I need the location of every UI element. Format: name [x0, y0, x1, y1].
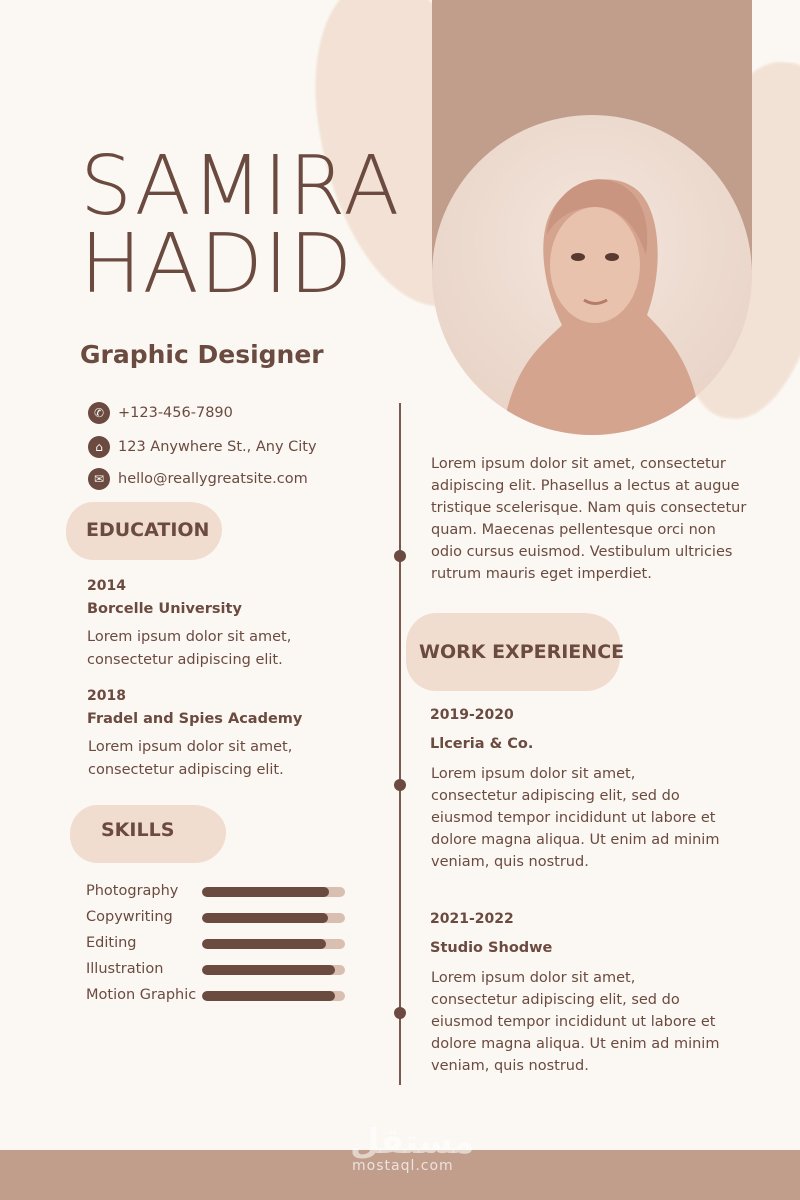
work-company: Llceria & Co. [430, 736, 534, 752]
skill-label: Copywriting [86, 909, 173, 925]
skill-label: Illustration [86, 961, 164, 977]
skill-bar-track [202, 965, 345, 975]
skill-bar-fill [202, 991, 335, 1001]
skill-label: Motion Graphic [86, 987, 197, 1003]
skill-bar-fill [202, 913, 328, 923]
job-title: Graphic Designer [80, 340, 324, 369]
watermark-text: mostaql.com [352, 1158, 454, 1174]
profile-photo [432, 115, 752, 435]
education-description: Lorem ipsum dolor sit amet, consectetur adipiscing elit. [88, 739, 293, 778]
contact-email [88, 468, 308, 490]
contact-phone [88, 402, 233, 424]
skill-bar-fill [202, 965, 335, 975]
skills-heading: SKILLS [101, 819, 175, 841]
education-year: 2018 [87, 688, 126, 704]
education-year: 2014 [87, 578, 126, 594]
work-description: Lorem ipsum dolor sit amet, consectetur adipiscing elit, sed do eiusmod tempor incididunt ut labore et dolore magna aliqua. Ut enim ad minim veniam, quis nostrud. [431, 970, 720, 1074]
work-company: Studio Shodwe [430, 940, 553, 956]
skill-bar-track [202, 939, 345, 949]
phone-icon: ✆ [88, 402, 110, 424]
skill-bar-fill [202, 939, 326, 949]
last-name: HADID [80, 217, 354, 312]
education-school: Fradel and Spies Academy [87, 711, 303, 727]
timeline-dot [394, 1007, 406, 1019]
mail-icon: ✉ [88, 468, 110, 490]
home-icon: ⌂ [88, 436, 110, 458]
phone-text: +123-456-7890 [118, 405, 233, 421]
education-school: Borcelle University [87, 601, 242, 617]
timeline-dot [394, 550, 406, 562]
work-years: 2021-2022 [430, 911, 514, 927]
timeline-line [399, 403, 401, 1085]
watermark-logo: مستقل [350, 1122, 475, 1162]
skill-bar-track [202, 991, 345, 1001]
skill-bar-track [202, 887, 345, 897]
address-text: 123 Anywhere St., Any City [118, 439, 317, 455]
about-text: Lorem ipsum dolor sit amet, consectetur adipiscing elit. Phasellus a lectus at augue tristique scelerisque. Nam quis consectetur quam. Maecenas pellentesque orci non odio cursus euismod. Vestibulum ultricies rutrum mauris eget imperdiet. [431, 456, 747, 582]
skill-bar-track [202, 913, 345, 923]
contact-address [88, 436, 317, 458]
first-name: SAMIRA [80, 139, 401, 234]
skill-label: Editing [86, 935, 137, 951]
work-heading: WORK EXPERIENCE [419, 641, 625, 663]
timeline-dot [394, 779, 406, 791]
education-description: Lorem ipsum dolor sit amet, consectetur adipiscing elit. [87, 629, 292, 668]
email-text: hello@reallygreatsite.com [118, 471, 308, 487]
education-heading: EDUCATION [86, 519, 210, 541]
skill-bar-fill [202, 887, 329, 897]
work-description: Lorem ipsum dolor sit amet, consectetur adipiscing elit, sed do eiusmod tempor incididunt ut labore et dolore magna aliqua. Ut enim ad minim veniam, quis nostrud. [431, 766, 720, 870]
skill-label: Photography [86, 883, 179, 899]
work-years: 2019-2020 [430, 707, 514, 723]
